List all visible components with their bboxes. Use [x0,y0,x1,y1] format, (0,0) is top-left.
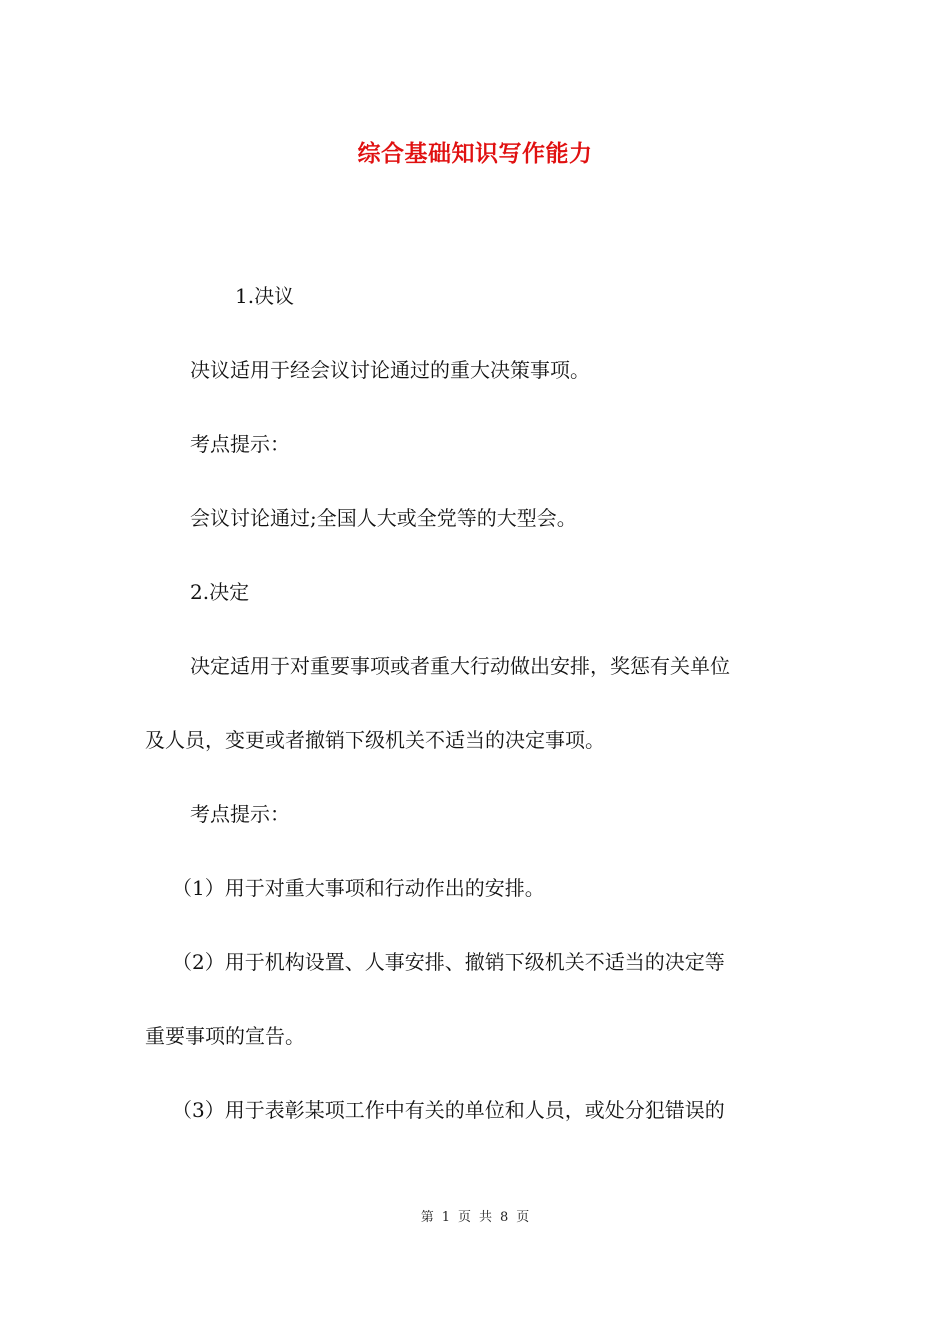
paragraph: 决议适用于经会议讨论通过的重大决策事项。 [190,358,590,382]
footer-total-label: 共 [479,1210,493,1225]
footer-current-page: 1 [441,1210,450,1225]
footer-prefix: 第 [420,1210,434,1225]
paragraph: （1）用于对重大事项和行动作出的安排。 [172,876,545,900]
paragraph: 考点提示： [190,802,290,826]
footer-total-pages: 8 [500,1210,509,1225]
paragraph: 决定适用于对重要事项或者重大行动做出安排，奖惩有关单位 [190,654,730,678]
paragraph: （2）用于机构设置、人事安排、撤销下级机关不适当的决定等 [172,950,725,974]
paragraph: 会议讨论通过;全国人大或全党等的大型会。 [190,506,577,530]
page-footer [0,1206,950,1230]
footer-suffix: 页 [516,1210,530,1225]
footer-page-label: 页 [457,1210,471,1225]
paragraph: 及人员，变更或者撤销下级机关不适当的决定事项。 [145,728,605,752]
paragraph: 重要事项的宣告。 [145,1024,305,1048]
heading-decision: 2.决定 [190,580,250,604]
heading-resolution: 1.决议 [235,284,295,308]
paragraph: （3）用于表彰某项工作中有关的单位和人员，或处分犯错误的 [172,1098,725,1122]
paragraph: 考点提示： [190,432,290,456]
document-title: 综合基础知识写作能力 [357,140,593,167]
